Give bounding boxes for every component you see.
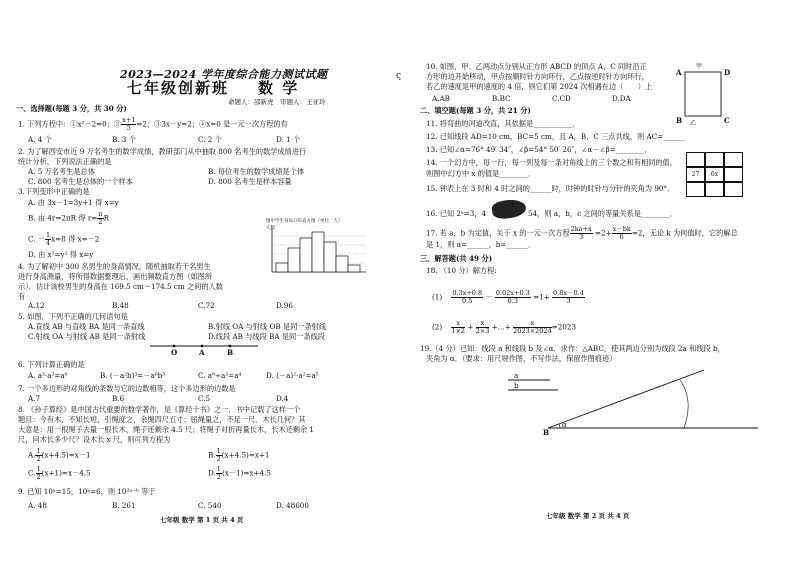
question-14-line1: 14. 一个幻方中，每一行，每一列及每一条对角线上的三个数之和有相同的值，: [426, 158, 677, 167]
histogram-bar: [348, 265, 360, 272]
construction-arc: [680, 380, 688, 428]
class-title: 七年级创新班: [127, 79, 230, 97]
question-8-line1: 8. 《孙子算经》是中国古代重要的数学著作，是《算经十书》之一．书中记载了这样一个: [18, 405, 301, 414]
alpha-label: α: [562, 420, 567, 429]
question-8-line4: 尺，问木长多少尺？设木长 x 尺，则可列方程为: [18, 435, 171, 444]
histogram: [268, 228, 368, 280]
fraction: $\frac{2ka+x}{3}$: [570, 225, 592, 241]
fraction: $\frac{x-bk}{6}$: [612, 225, 631, 241]
chart-title: 图中学生身高分布直方图（单位：人）: [266, 219, 343, 224]
q10-option-d: D.DA: [612, 94, 631, 103]
question-9: 9. 已知 10ᵃ=15，10ᵇ=6，则 10²ᵃ⁻ᵇ 等于: [18, 487, 156, 496]
question-3: 3.下列变形中正确的是: [18, 187, 90, 196]
histogram-bar: [300, 238, 312, 272]
question-16-part2: 54，则 a，b，c 之间的等量关系是________．: [528, 209, 677, 218]
q2-option-c: C. 800 名考生是总体的一个样本: [28, 177, 133, 186]
question-1: 1. 下列方程中：①x²－2=0；② $\frac{x+1}{5}$ =2；③3x－y=2；④x=0 是一元一次方程的有: [18, 116, 288, 132]
question-10-line3: 若乙的速度是甲的速度的 4 倍，则它们第 2024 次相遇在边（ ）上: [426, 82, 653, 91]
fraction: $\frac{x}{1\times 2}$: [451, 319, 466, 335]
fraction: $\frac{1}{2}$: [216, 465, 221, 481]
histogram-bar: [324, 242, 336, 272]
question-8-line3: 大意是：用一根绳子去量一根长木，绳子还剩余 4.5 尺；将绳子对折再量长木，长木还剩余 1: [18, 425, 314, 434]
fraction: $\frac{1}{2}$: [36, 447, 41, 463]
point-a-label: A: [199, 348, 205, 357]
page-footer-2: 七年级 数学 第 2 页 共 4 页: [546, 512, 630, 520]
q6-option-b: B. (－a²b)³=－a⁶b³: [100, 371, 166, 380]
fraction: $\frac{\pi}{2}$: [98, 210, 103, 226]
question-14-line2: 则图中幻方中 x 的值是________．: [426, 169, 536, 178]
question-8-line2: 题目：今有木，不知长短，引绳度之，余绳四尺五寸；屈绳量之，不足一尺．木长几何？其: [18, 415, 306, 424]
q4-option-b: B.48: [112, 301, 129, 310]
question-10-line2: 方形的边开始移动，甲点按顺时针方向环行，乙点按逆时针方向环行，: [426, 72, 649, 81]
magic-cell: 27: [686, 167, 705, 182]
question-4-line4: 有: [18, 292, 26, 301]
q8-option-a: A. $\frac{1}{2}$ (x+4.5)=x－1: [28, 447, 91, 463]
vertex-b-label: B: [543, 428, 550, 437]
histogram-bar: [312, 232, 324, 272]
question-10-line1: 10. 如图，甲、乙两动点分别从正方形 ABCD 的顶点 A，C 同时沿正: [426, 62, 647, 71]
question-15: 15. 钟表上在 3 时和 4 时之间的______时，时钟的时针与分针的夹角为 90°．: [426, 184, 675, 193]
ink-smudge: [491, 198, 527, 221]
section-2-heading: 二、填空题(每题 3 分，共 21 分): [420, 106, 531, 115]
authors: 命题人：邵新虎 审题人：王亚玲: [228, 98, 326, 106]
fraction: $\frac{x}{2023\times 2024}$: [513, 319, 552, 335]
magic-cell: [686, 182, 705, 197]
exam-title: 2023—2024 学年度综合能力测试试题: [120, 68, 328, 81]
question-12: 12. 已知线段 AD=10 cm，BC=5 cm，且 A，B，C 三点共线，则 AC=______: [426, 132, 685, 141]
magic-cell: [705, 182, 724, 197]
question-7: 7. 一个多边形的对角线的条数与它的边数相等，这个多边形的边数是: [18, 384, 236, 393]
q8-option-c: C. $\frac{1}{2}$ (x+1)=x－4.5: [28, 465, 91, 481]
magic-cell: [724, 152, 743, 167]
question-11: 11. 将弯曲的河道改直，其依据是___________．: [426, 119, 580, 128]
fraction: $\frac{0.3x+0.8}{0.5}$: [452, 289, 483, 305]
magic-square: [686, 152, 743, 197]
q5-option-d: D.线段 AB 与线段 BA 是同一条线段: [208, 332, 325, 341]
question-16-part1: 16. 已知 2ᵃ=3，4: [426, 209, 487, 218]
question-19-line2: 夹角为 α．（要求：用尺规作图，不写作法，保留作图痕迹）: [426, 354, 617, 363]
q4-option-d: D.96: [276, 301, 293, 310]
q9-option-c: C. 540: [198, 501, 222, 510]
question-2-line1: 2. 为了解西安市近 9 万名考生的数学成绩，教研部门从中抽取 800 名考生的数学成绩进行: [18, 147, 307, 156]
q2-option-d: D. 800 名考生是样本容量: [208, 177, 292, 186]
magic-cell: [724, 167, 743, 182]
magic-cell: 6x: [705, 167, 724, 182]
question-18: 18. （10 分）解方程:: [426, 266, 497, 275]
section-1-heading: 一、选择题(每题 3 分，共 30 分): [16, 104, 127, 113]
question-13: 13. 已知∠α=76° 49′ 34″，∠β=54° 50′ 26″，∠α－∠β=________．: [426, 145, 652, 154]
histogram-bar: [336, 256, 348, 272]
vertex-d-label: D: [724, 68, 731, 77]
q7-option-c: C.5: [198, 394, 211, 403]
magic-cell: [705, 152, 724, 167]
q8-option-b: B. $\frac{1}{2}$ (x+4.5)=x+1: [208, 447, 270, 463]
page-footer-1: 七年级 数学 第 1 页 共 4 页: [160, 516, 244, 524]
jia-label: 甲: [696, 63, 703, 70]
q7-option-b: B.6: [112, 394, 125, 403]
question-6: 6. 下列计算正确的是: [18, 360, 85, 369]
fraction: $\frac{0.02x+0.3}{0.3}$: [495, 289, 530, 305]
q3-option-d: D. 由 x²=y² 得 x=y: [28, 250, 94, 259]
q3-option-b: B. 由 4r=2πR 得 r= $\frac{\pi}{2}$ R: [28, 210, 109, 226]
square-abcd: [685, 72, 721, 116]
q7-option-d: D.4: [276, 394, 289, 403]
question-4-line1: 4. 为了解初中 300 名男生的身高情况，随机抽取若干名男生: [18, 262, 211, 271]
q1-option-a: A. 4 个: [28, 135, 52, 144]
chart-ylabel: 人数: [266, 226, 275, 231]
question-4-line3: 示）．估计该校男生的身高在 169.5 cm～174.5 cm 之间的人数: [18, 282, 223, 291]
q6-option-c: C. a⁸÷a²=a⁴: [198, 371, 242, 380]
segment-b-label: b: [514, 381, 519, 390]
magic-cell: [686, 152, 705, 167]
q1-option-b: B. 3 个: [112, 135, 136, 144]
section-3-heading: 三、解答题(共 49 分): [420, 254, 493, 263]
point-b-label: B: [227, 348, 234, 357]
q9-option-a: A. 48: [28, 501, 47, 510]
angle-ray: [548, 370, 704, 428]
question-17: 17. 若 a，b 为定值，关于 x 的一元一次方程 $\frac{2ka+x}{3}$ =2+ $\frac{x-bk}{6}$ =2，无论 k 为何值时，它的解总: [426, 225, 738, 241]
magic-cell: [724, 182, 743, 197]
q9-option-d: D. 48600: [276, 501, 309, 510]
q10-option-a: A.AB: [432, 94, 450, 103]
q4-option-a: A.12: [28, 301, 45, 310]
q4-option-c: C.72: [198, 301, 215, 310]
right-page: [410, 0, 790, 561]
fraction: $\frac{x}{2\times 3}$: [475, 319, 490, 335]
fraction: $\frac{1}{2}$: [216, 447, 221, 463]
q8-option-d: D. $\frac{1}{2}$ (x－1)=x+4.5: [208, 465, 271, 481]
q1-option-d: D. 1 个: [276, 135, 301, 144]
equation-2: (2) $\frac{x}{1\times 2}$ + $\frac{x}{2\times 3}$ +…+ $\frac{x}{2023\times 2024}$ =2023: [432, 319, 577, 335]
vertex-a-label: A: [676, 68, 682, 77]
q10-option-b: B.BC: [492, 94, 511, 103]
fraction: $\frac{x+1}{5}$: [122, 116, 136, 132]
point-a: [201, 345, 204, 348]
q5-option-b: B.射线 OA 与射线 OB 是同一条射线: [208, 322, 327, 331]
q5-option-a: A.直线 AB 与直线 BA 是同一条直线: [28, 322, 145, 331]
histogram-bar: [288, 248, 300, 272]
point-o: [173, 345, 176, 348]
q10-option-c: C.CD: [552, 94, 571, 103]
question-19-line1: 19.（4 分）已知：线段 a 和线段 b 及∠α．求作：△ABC，使其两边分别为线段 2a 和线段 b，: [420, 344, 725, 353]
point-o-label: O: [171, 348, 178, 357]
q6-option-a: A. a³·a²=a⁶: [28, 371, 68, 380]
vertex-b-label: B: [676, 116, 683, 125]
angle-arc: [559, 424, 560, 428]
fraction: $\frac{0.8x-0.4}{3}$: [553, 289, 584, 305]
q7-option-a: A.7: [28, 394, 41, 403]
q3-option-c: C. － $\frac{1}{4}$ x=8 得 x=－2: [28, 231, 100, 247]
q2-option-a: A. 5 万名考生是总体: [28, 167, 95, 176]
binding-mark: ς: [396, 71, 402, 81]
fraction: $\frac{1}{2}$: [36, 465, 41, 481]
segment-a-label: a: [514, 371, 519, 380]
ray-diagram: [150, 340, 260, 360]
vertex-c-label: C: [724, 116, 730, 125]
question-17-line2: 是 1，则 a=______，b=______．: [426, 240, 536, 249]
question-4-line2: 进行身高测量，将所得数据整理后，画出频数直方图（如图所: [18, 272, 213, 281]
fraction: $\frac{1}{4}$: [46, 231, 51, 247]
q1-option-c: C. 2 个: [198, 135, 222, 144]
question-2-line2: 统计分析，下列说法正确的是: [18, 157, 112, 166]
equation-1: (1) $\frac{0.3x+0.8}{0.5}$ － $\frac{0.02x+0.3}{0.3}$ =1+ $\frac{0.8x-0.4}{3}$: [432, 289, 584, 305]
yi-label: 乙: [690, 120, 697, 127]
question-5: 5. 如图，下列不正确的几何语句是: [18, 312, 128, 321]
q3-option-a: A. 由 3x－1=3y+1 得 x=y: [28, 198, 119, 207]
q5-option-c: C.射线 OA 与射线 AB 是同一条射线: [28, 332, 146, 341]
point-b: [229, 345, 232, 348]
square-diagram: [683, 70, 723, 120]
subject-title: 数 学: [258, 79, 300, 97]
q9-option-b: B. 261: [112, 501, 136, 510]
q2-option-b: B. 每位考生的数学成绩是个体: [208, 167, 305, 176]
q6-option-d: D. (－a)²·a²=a⁵: [266, 371, 319, 380]
left-page: [0, 0, 380, 561]
histogram-bar: [276, 263, 288, 272]
